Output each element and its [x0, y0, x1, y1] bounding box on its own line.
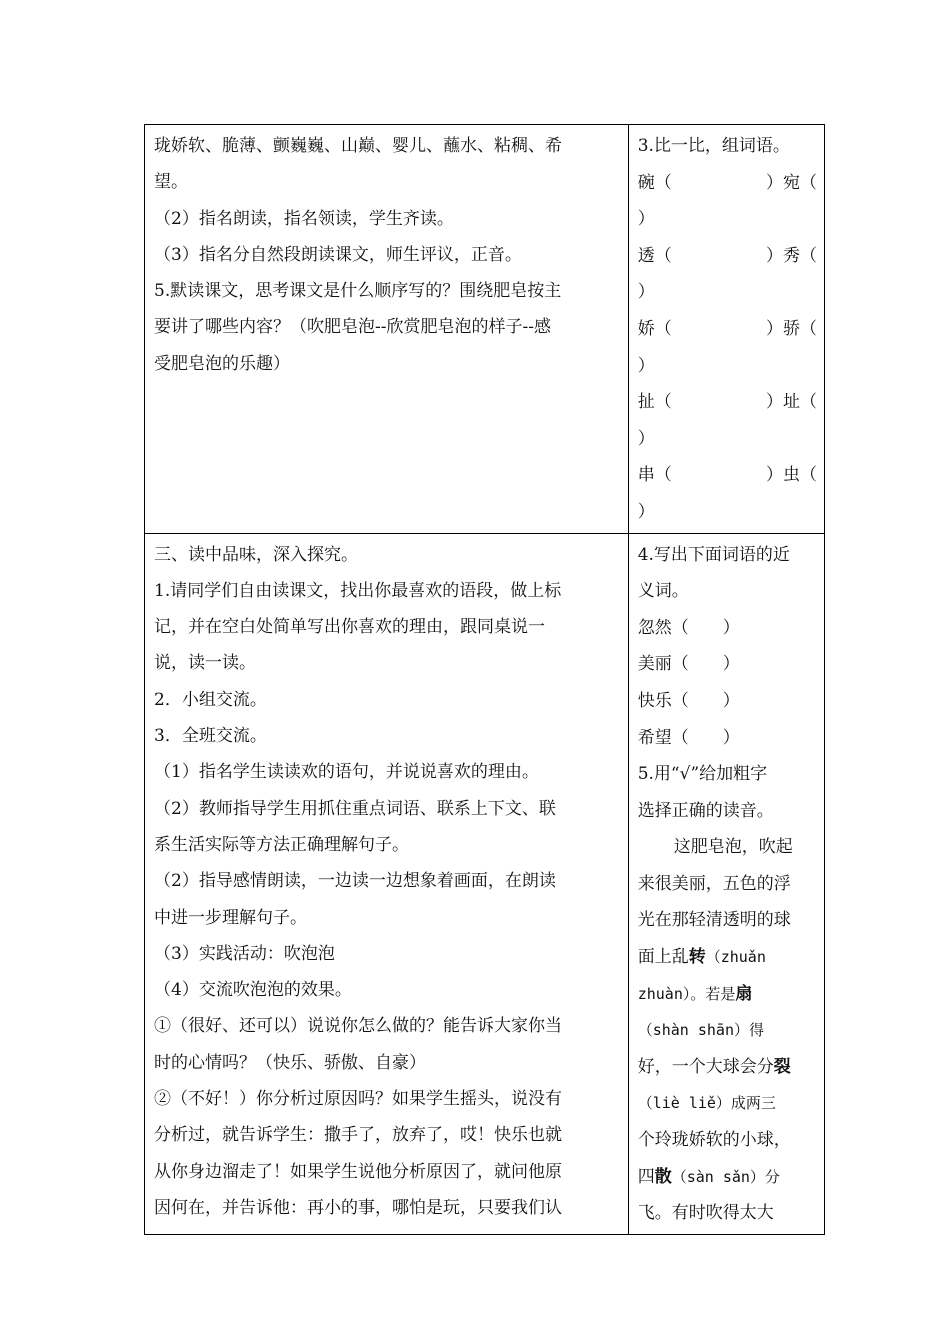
text-line: 望。	[154, 172, 188, 193]
compare-word-b: ）秀（	[766, 245, 817, 266]
pinyin-option: （sàn sǎn）分	[671, 1167, 780, 1186]
compare-word-a: 娇（	[637, 318, 672, 339]
text-line: （4）交流吹泡泡的效果。	[154, 980, 352, 1001]
compare-pair	[638, 238, 817, 275]
passage-line: 这肥皂泡，吹起	[673, 837, 793, 858]
text-line: 说，读一读。	[154, 653, 256, 674]
passage-line: 飞。有时吹得太大	[637, 1203, 774, 1224]
compare-word-a: 碗（	[637, 172, 672, 193]
compare-close: ）	[637, 282, 655, 303]
exercise-title: 3.比一比，组词语。	[637, 136, 790, 156]
passage-text: 面上乱	[637, 947, 689, 968]
synonym-item: 快乐（ ）	[637, 690, 740, 711]
pinyin-option: zhuàn）。若是	[637, 984, 736, 1003]
compare-word-b: ）宛（	[766, 172, 817, 193]
text-line: 1.请同学们自由读课文，找出你最喜欢的语段，做上标	[154, 580, 562, 601]
text-line: 记，并在空白处简单写出你喜欢的理由，跟同桌说一	[154, 617, 545, 638]
bold-char: 扇	[735, 983, 753, 1004]
text-line: （2）教师指导学生用抓住重点词语、联系上下文、联	[154, 798, 556, 819]
passage-line	[638, 1085, 817, 1122]
text-line: 3．全班交流。	[154, 726, 267, 747]
compare-word-b: ）骄（	[766, 318, 817, 339]
compare-pair	[638, 165, 817, 202]
text-line: （3）实践活动：吹泡泡	[154, 943, 335, 964]
text-line: 中进一步理解句子。	[154, 907, 307, 928]
compare-word-a: 串（	[637, 465, 672, 486]
passage-line: 个玲珑娇软的小球，	[637, 1130, 791, 1151]
exercise-cell-2	[628, 533, 824, 1234]
compare-close: ）	[637, 355, 655, 376]
teaching-process-cell-1	[145, 125, 629, 534]
compare-word-b: ）址（	[766, 392, 817, 413]
table-row-1	[145, 125, 825, 534]
text-line: 要讲了哪些内容？（吹肥皂泡--欣赏肥皂泡的样子--感	[154, 317, 551, 338]
text-line: 受肥皂泡的乐趣）	[154, 353, 290, 374]
teaching-process-cell-2	[145, 533, 629, 1234]
text-line: 5.默读课文，思考课文是什么顺序写的？围绕肥皂按主	[154, 281, 562, 302]
exercise-title: 义词。	[637, 581, 689, 602]
passage-text: 四	[637, 1166, 655, 1187]
passage-line	[638, 976, 817, 1013]
pinyin-option: （liè liě）成两三	[637, 1094, 776, 1113]
table-row-2	[145, 533, 825, 1234]
compare-word-a: 扯（	[637, 392, 672, 413]
section-heading: 三、读中品味，深入探究。	[154, 544, 358, 565]
lesson-plan-table	[144, 124, 825, 1235]
synonym-item: 忽然（ ）	[637, 617, 740, 638]
text-line: 分析过，就告诉学生：撒手了，放弃了，哎！快乐也就	[154, 1125, 562, 1146]
text-line: 系生活实际等方法正确理解句子。	[154, 834, 409, 855]
compare-pair	[638, 384, 817, 421]
text-line: （1）指名学生读读欢的语句，并说说喜欢的理由。	[154, 762, 539, 783]
text-line: 从你身边溜走了！如果学生说他分析原因了，就问他原	[154, 1161, 562, 1182]
pinyin-option: （shàn shān）得	[637, 1021, 764, 1040]
text-line: （2）指导感情朗读，一边读一边想象着画面，在朗读	[154, 871, 556, 892]
exercise-title: 5.用“√”给加粗字	[637, 764, 768, 785]
compare-word-b: ）虫（	[766, 465, 817, 486]
text-line: （2）指名朗读，指名领读，学生齐读。	[154, 208, 454, 229]
compare-close: ）	[637, 209, 655, 230]
passage-line: 光在那轻清透明的球	[637, 910, 791, 931]
compare-close: ）	[637, 428, 655, 449]
passage-line	[638, 1012, 817, 1049]
text-line: ②（不好！）你分析过原因吗？如果学生摇头，说没有	[154, 1088, 562, 1109]
compare-close: ）	[637, 501, 655, 522]
compare-word-a: 透（	[637, 245, 672, 266]
passage-line	[638, 939, 817, 976]
passage-line	[638, 1049, 817, 1086]
passage-text: 好，一个大球会分	[637, 1056, 774, 1077]
passage-line: 来很美丽，五色的浮	[637, 873, 791, 894]
exercise-title: 选择正确的读音。	[637, 800, 774, 821]
synonym-item: 希望（ ）	[637, 727, 740, 748]
exercise-cell-1	[628, 125, 824, 534]
compare-pair	[638, 457, 817, 494]
bold-char: 散	[654, 1166, 672, 1187]
text-line: （3）指名分自然段朗读课文，师生评议，正音。	[154, 244, 522, 265]
exercise-title: 4.写出下面词语的近	[637, 544, 790, 565]
text-line: 因何在，并告诉他：再小的事，哪怕是玩，只要我们认	[154, 1197, 562, 1218]
bold-char: 裂	[773, 1056, 791, 1077]
text-line: ①（很好、还可以）说说你怎么做的？能告诉大家你当	[154, 1016, 562, 1037]
synonym-item: 美丽（ ）	[637, 654, 740, 675]
passage-line	[638, 1159, 817, 1196]
text-line: 2．小组交流。	[154, 689, 267, 710]
pinyin-option: （zhuǎn	[705, 948, 766, 967]
compare-pair	[638, 311, 817, 348]
text-line: 时的心情吗？（快乐、骄傲、自豪）	[154, 1052, 426, 1073]
text-line: 珑娇软、脆薄、颤巍巍、山巅、婴儿、蘸水、粘稠、希	[154, 136, 562, 156]
bold-char: 转	[688, 947, 706, 968]
